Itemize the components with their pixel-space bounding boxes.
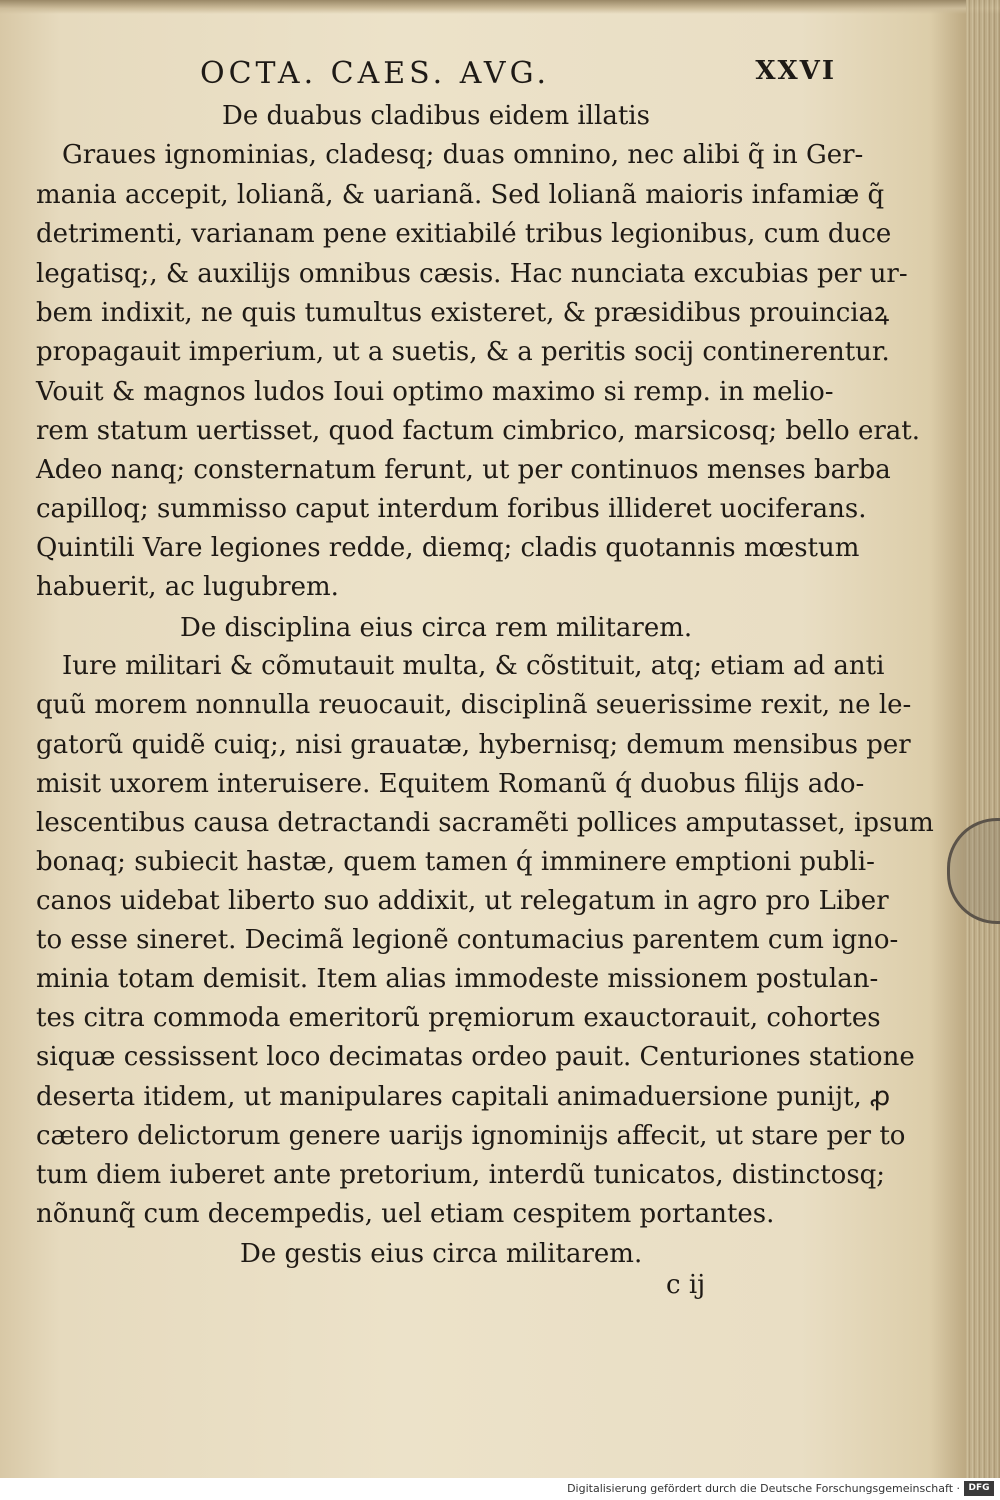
section-heading: De duabus cladibus eidem illatis [222, 101, 650, 131]
text-line: cætero delictorum genere uarijs ignominijs affecit, ut stare per to [36, 1121, 906, 1151]
text-line: minia totam demisit. Item alias immodeste missionem postulan- [36, 964, 879, 994]
text-line: Vouit & magnos ludos Ioui optimo maximo si remp. in melio- [36, 377, 834, 407]
text-line: lescentibus causa detractandi sacramẽti pollices amputasset, ipsum [36, 808, 934, 838]
text-line: to esse sineret. Decimã legionẽ contumacius parentem cum igno- [36, 925, 899, 955]
text-line: propagauit imperium, ut a suetis, & a peritis socij continerentur. [36, 337, 890, 367]
dfg-logo: DFG [964, 1481, 994, 1496]
section-heading: De disciplina eius circa rem militarem. [180, 613, 693, 643]
text-line: detrimenti, varianam pene exitiabilé tribus legionibus, cum duce [36, 219, 892, 249]
folio-number: XXVI [755, 56, 836, 86]
text-line: Quintili Vare legiones redde, diemq; cladis quotannis mœstum [36, 533, 860, 563]
text-line: Graues ignominias, cladesq; duas omnino, nec alibi q̃ in Ger- [62, 140, 864, 170]
text-line: Iure militari & cõmutauit multa, & cõstituit, atq; etiam ad anti [62, 651, 885, 681]
text-line: quũ morem nonnulla reuocauit, disciplinã seuerissime rexit, ne le- [36, 690, 912, 720]
text-line: mania accepit, lolianã, & uarianã. Sed lolianã maioris infamiæ q̃ [36, 180, 885, 210]
section-heading: De gestis eius circa militarem. [240, 1239, 643, 1269]
text-line: habuerit, ac lugubrem. [36, 572, 339, 602]
footer [0, 1478, 1000, 1500]
text-line: gatorũ quidẽ cuiq;, nisi grauatæ, hybernisq; demum mensibus per [36, 730, 911, 760]
signature-mark: c ij [666, 1270, 706, 1300]
running-head-title: OCTA. CAES. AVG. [200, 56, 550, 91]
text-line: rem statum uertisset, quod factum cimbrico, marsicosq; bello erat. [36, 416, 920, 446]
text-line: canos uidebat liberto suo addixit, ut relegatum in agro pro Liber [36, 886, 889, 916]
footer-credit: Digitalisierung gefördert durch die Deutsche Forschungsgemeinschaft · [567, 1482, 960, 1495]
text-line: bem indixit, ne quis tumultus existeret, & præsidibus prouinciaꝝ [36, 298, 890, 328]
text-line: misit uxorem interuisere. Equitem Romanũ q́ duobus filijs ado- [36, 769, 865, 799]
text-line: nõnunq̃ cum decempedis, uel etiam cespitem portantes. [36, 1199, 775, 1229]
text-line: tes citra commoda emeritorũ pręmiorum exauctorauit, cohortes [36, 1003, 881, 1033]
text-line: tum diem iuberet ante pretorium, interdũ tunicatos, distinctosq; [36, 1160, 886, 1190]
text-line: siquæ cessissent loco decimatas ordeo pauit. Centuriones statione [36, 1042, 915, 1072]
text-line: deserta itidem, ut manipulares capitali animaduersione punijt, ꝓ [36, 1082, 891, 1112]
text-line: legatisq;, & auxilijs omnibus cæsis. Hac nunciata excubias per ur- [36, 259, 908, 289]
text-line: capilloq; summisso caput interdum foribus illideret uociferans. [36, 494, 867, 524]
text-line: Adeo nanq; consternatum ferunt, ut per continuos menses barba [36, 455, 891, 485]
text-line: bonaq; subiecit hastæ, quem tamen q́ imminere emptioni publi- [36, 847, 875, 877]
